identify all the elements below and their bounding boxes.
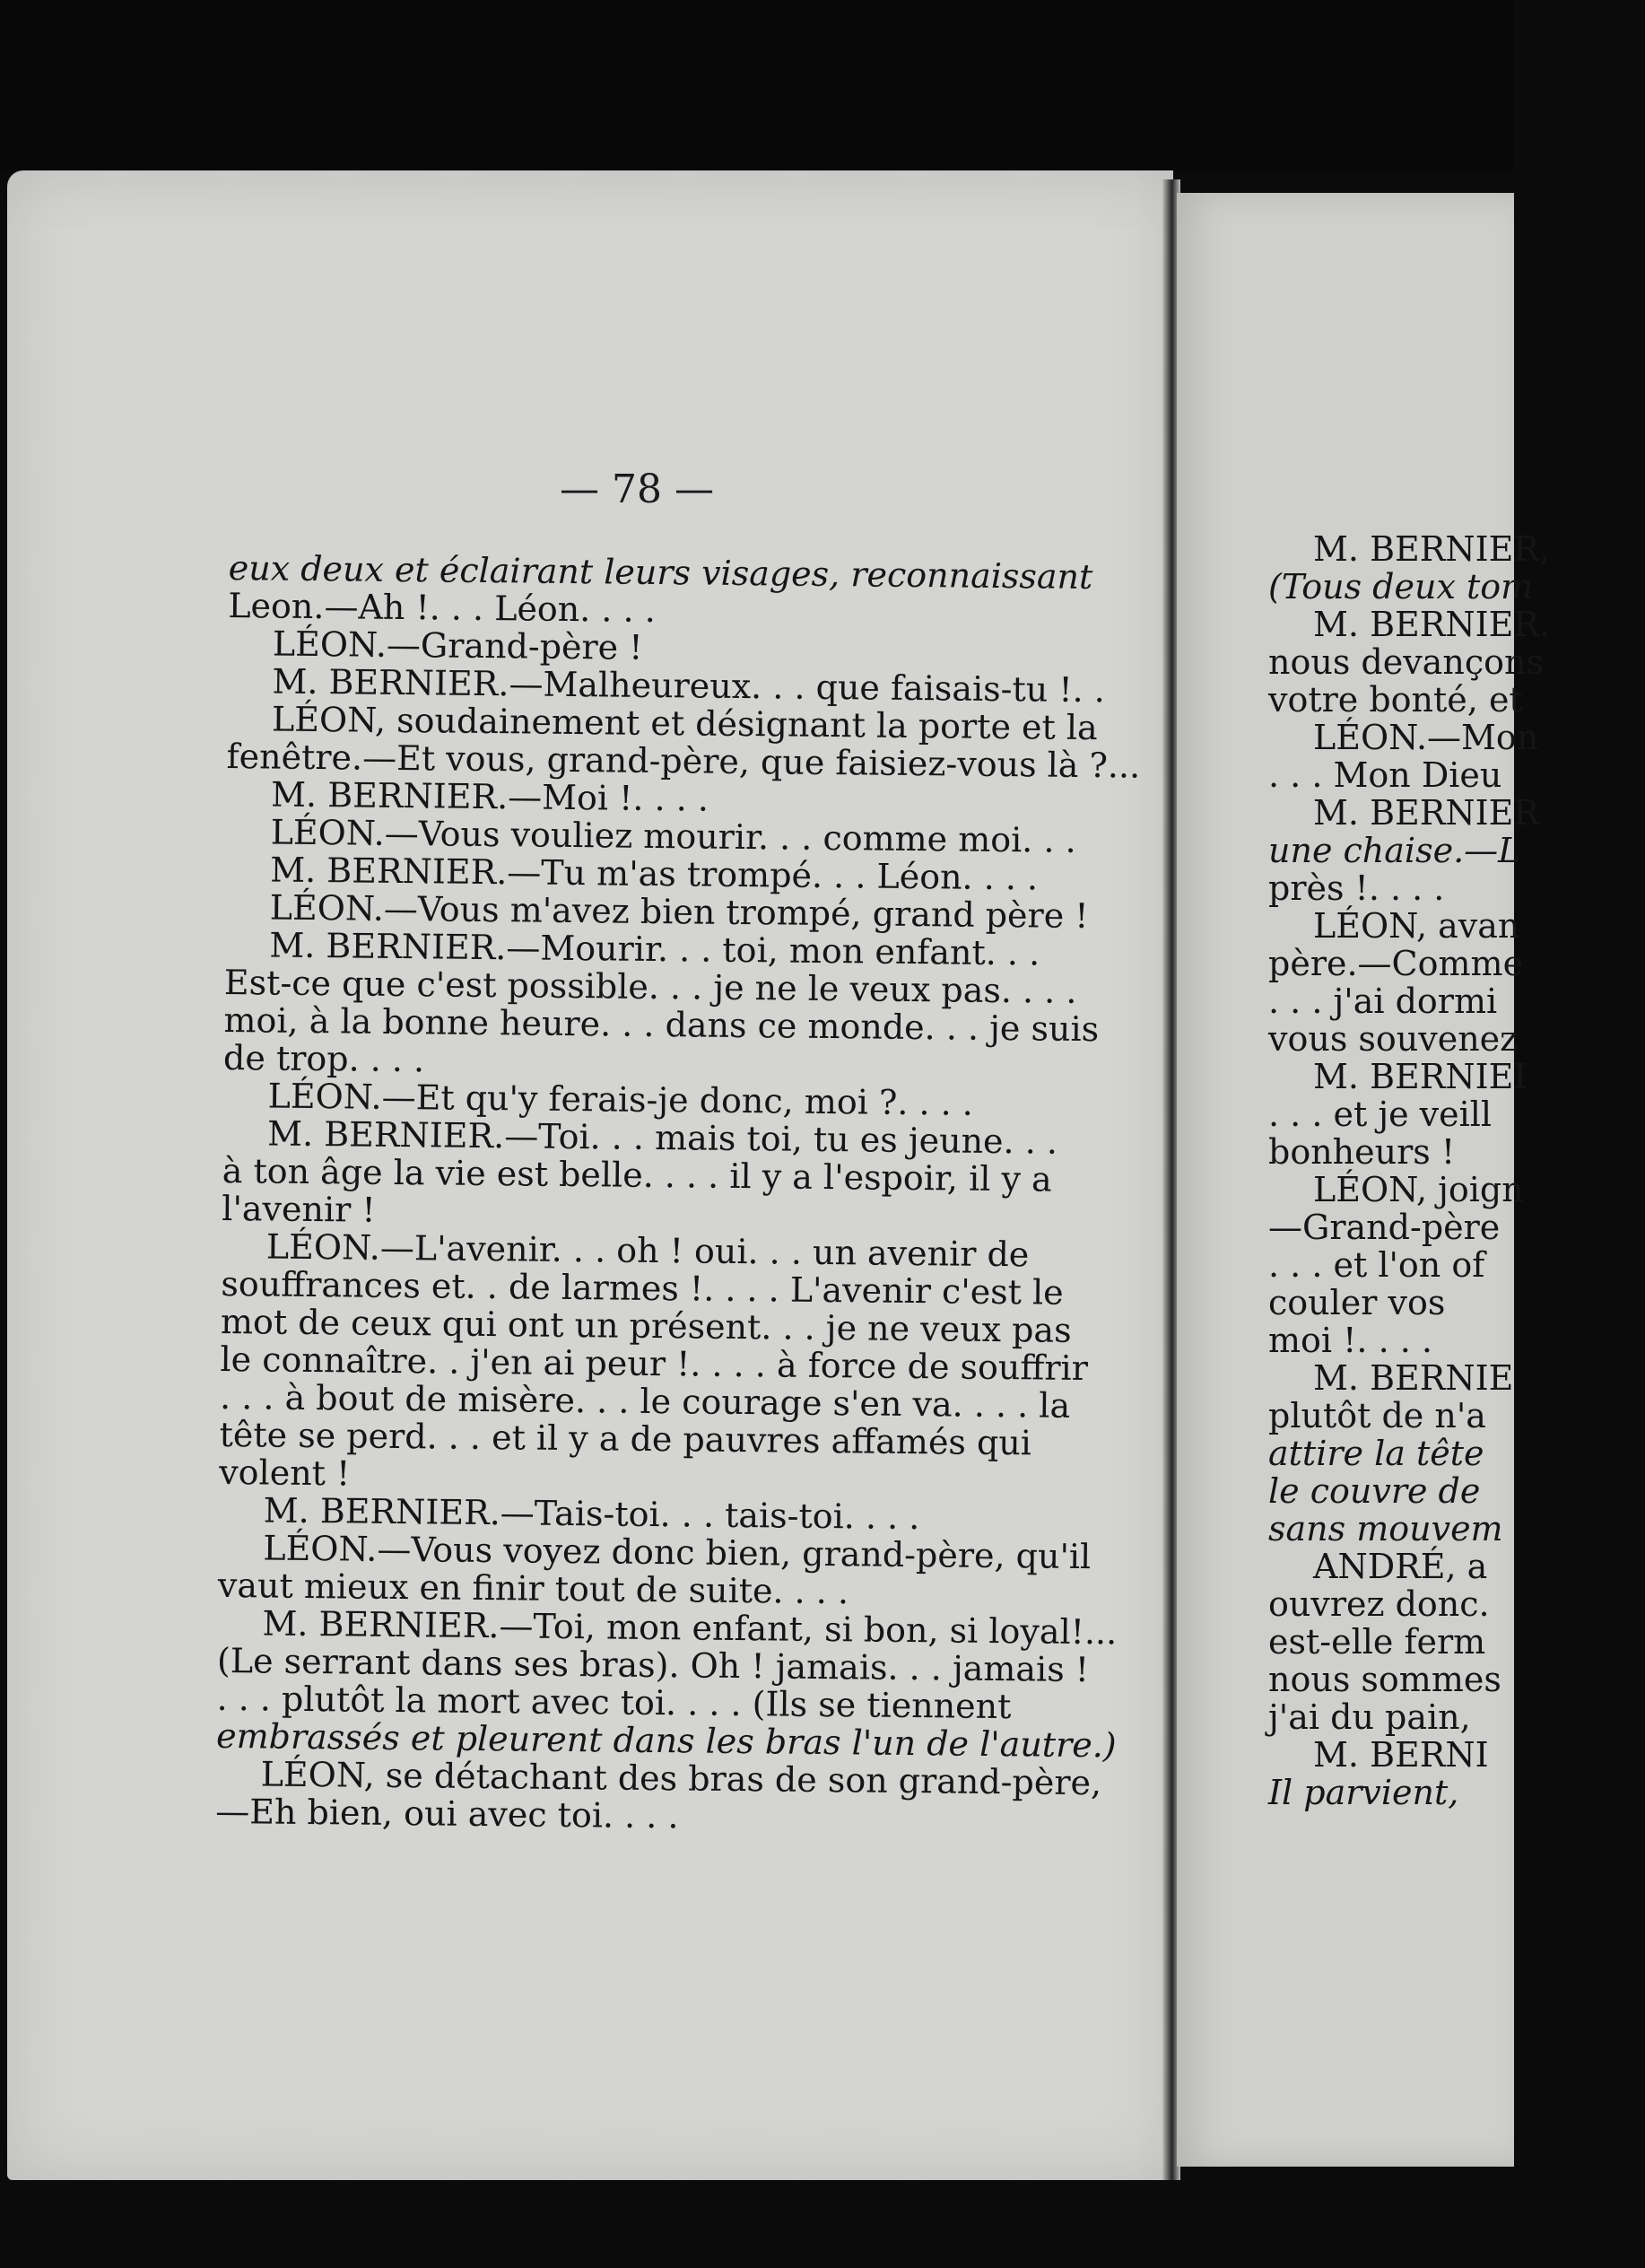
left-page-text-line: Est-ce que c'est possible. . . je ne le veux pas. . . . bbox=[223, 962, 1077, 1011]
left-page-text-line: moi, à la bonne heure. . . dans ce monde. . . je suis bbox=[223, 999, 1100, 1050]
left-page-text-line: eux deux et éclairant leurs visages, reconnaissant bbox=[228, 548, 1093, 598]
scan-border bbox=[0, 0, 1514, 170]
left-page-text-line: de trop. . . . bbox=[222, 1037, 425, 1080]
right-page-text-line: vous souvenez bbox=[1268, 1019, 1519, 1059]
left-page-text-line: M. BERNIER.—Tais-toi. . . tais-toi. . . . bbox=[263, 1490, 920, 1538]
right-page-text-line: Il parvient, bbox=[1268, 1773, 1459, 1812]
left-page-text-line: M. BERNIER.—Malheureux. . . que faisais-tu !. . bbox=[272, 661, 1106, 711]
left-page-text-line: . . . à bout de misère. . . le courage s'en va. . . . la bbox=[219, 1376, 1071, 1426]
left-page-text-line: LÉON, se détachant des bras de son grand-père, bbox=[260, 1754, 1102, 1803]
left-page-text-line: vaut mieux en finir tout de suite. . . . bbox=[217, 1565, 849, 1612]
right-page-text-line: M. BERNIE bbox=[1313, 1358, 1514, 1398]
left-page-text-line: LÉON.—Et qu'y ferais-je donc, moi ?. . . . bbox=[267, 1076, 974, 1123]
left-page-text-line: LÉON.—Vous vouliez mourir. . . comme moi. . . bbox=[270, 812, 1076, 860]
left-page-text-line: M. BERNIER.—Tu m'as trompé. . . Léon. . . . bbox=[270, 850, 1039, 898]
right-page-text-line: plutôt de n'a bbox=[1268, 1396, 1486, 1435]
right-page bbox=[1177, 193, 1551, 2167]
left-page-text bbox=[215, 548, 1141, 1838]
right-page-text-line: LÉON, avan bbox=[1313, 906, 1520, 946]
right-page-text-line: M. BERNIER bbox=[1313, 793, 1539, 833]
right-page-text-line: . . . Mon Dieu bbox=[1268, 755, 1502, 795]
right-page-text-line: père.—Comme bbox=[1268, 944, 1524, 983]
left-page-text-line: embrassés et pleurent dans les bras l'un de l'autre.) bbox=[215, 1715, 1117, 1766]
right-page-text-line: j'ai du pain, bbox=[1268, 1697, 1471, 1737]
right-page-text-line: couler vos bbox=[1268, 1283, 1446, 1322]
right-page-text-line: M. BERNIEI bbox=[1313, 1057, 1528, 1096]
right-page-text-line: M. BERNI bbox=[1313, 1735, 1489, 1775]
left-page-text-line: LÉON.—Vous voyez donc bien, grand-père, qu'il bbox=[263, 1528, 1092, 1577]
right-page-text-line: attire la tête bbox=[1268, 1434, 1484, 1473]
right-page-text-line: sans mouvem bbox=[1268, 1509, 1503, 1548]
right-page-text-line: nous devançons bbox=[1268, 642, 1544, 682]
right-page-text-line: ANDRÉ, a bbox=[1313, 1547, 1488, 1586]
right-page-text-line: moi !. . . . bbox=[1268, 1321, 1432, 1360]
left-page-text-line: M. BERNIER.—Moi !. . . . bbox=[270, 774, 709, 819]
left-page-text-line: . . . plutôt la mort avec toi. . . . (Ils se tiennent bbox=[216, 1678, 1012, 1727]
left-page-text-line: LÉON.—Vous m'avez bien trompé, grand père ! bbox=[269, 887, 1089, 937]
left-page-text-line: (Le serrant dans ses bras). Oh ! jamais. . . jamais ! bbox=[216, 1640, 1090, 1690]
left-page-text-line: l'avenir ! bbox=[222, 1188, 376, 1230]
right-page-text-line: le couvre de bbox=[1268, 1471, 1481, 1511]
right-page-text-line: est-elle ferm bbox=[1268, 1622, 1486, 1662]
left-page-text-line: tête se perd. . . et il y a de pauvres affamés qui bbox=[219, 1414, 1032, 1463]
right-page-text-line: votre bonté, et bbox=[1268, 680, 1523, 720]
left-page-text-line: volent ! bbox=[218, 1452, 351, 1494]
left-page-text-line: LÉON.—Grand-père ! bbox=[272, 624, 643, 667]
left-page-text-line: Leon.—Ah !. . . Léon. . . . bbox=[228, 585, 657, 630]
right-page-text-line: bonheurs ! bbox=[1268, 1132, 1456, 1172]
left-page-text-line: LÉON.—L'avenir. . . oh ! oui. . . un avenir de bbox=[265, 1226, 1030, 1275]
page-number: — 78 — bbox=[560, 467, 714, 512]
left-page-text-line: à ton âge la vie est belle. . . . il y a l'espoir, il y a bbox=[222, 1150, 1052, 1199]
left-page-text-line: mot de ceux qui ont un présent. . . je ne veux pas bbox=[220, 1301, 1072, 1350]
right-page-text-line: près !. . . . bbox=[1268, 868, 1445, 908]
right-page-text bbox=[1268, 530, 1645, 1811]
right-page-text-line: nous sommes bbox=[1268, 1660, 1501, 1699]
left-page-text-line: M. BERNIER.—Toi. . . mais toi, tu es jeune. . . bbox=[266, 1113, 1058, 1162]
left-page-text-line: souffrances et. . de larmes !. . . . L'avenir c'est le bbox=[221, 1263, 1064, 1313]
right-page-text-line: . . . j'ai dormi bbox=[1268, 981, 1498, 1021]
left-page-text-line: M. BERNIER.—Mourir. . . toi, mon enfant. . . bbox=[269, 925, 1040, 973]
right-page-text-line: M. BERNIER, bbox=[1313, 529, 1551, 569]
left-page-text-line: le connaître. . j'en ai peur !. . . . à force de souffrir bbox=[220, 1339, 1089, 1389]
right-page-text-line: —Grand-père bbox=[1268, 1208, 1501, 1247]
right-page-text-line: LÉON, joign bbox=[1313, 1170, 1524, 1209]
left-page-text-line: M. BERNIER.—Toi, mon enfant, si bon, si loyal!... bbox=[262, 1603, 1118, 1653]
right-page-text-line: LÉON.—Mon bbox=[1313, 718, 1539, 757]
left-page-text-line: —Eh bien, oui avec toi. . . . bbox=[215, 1791, 679, 1836]
right-page-text-line: (Tous deux tom bbox=[1268, 567, 1534, 606]
left-page-text-line: fenêtre.—Et vous, grand-père, que faisiez-vous là ?... bbox=[226, 736, 1141, 786]
right-page-text-line: M. BERNIER. bbox=[1313, 605, 1551, 644]
right-page-text-line: . . . et l'on of bbox=[1268, 1245, 1485, 1285]
right-page-text-line: ouvrez donc. bbox=[1268, 1584, 1490, 1624]
right-page-text-line: . . . et je veill bbox=[1268, 1095, 1493, 1134]
right-page-text-line: une chaise.—L bbox=[1268, 831, 1521, 870]
left-page-text-line: LÉON, soudainement et désignant la porte et la bbox=[271, 699, 1098, 748]
